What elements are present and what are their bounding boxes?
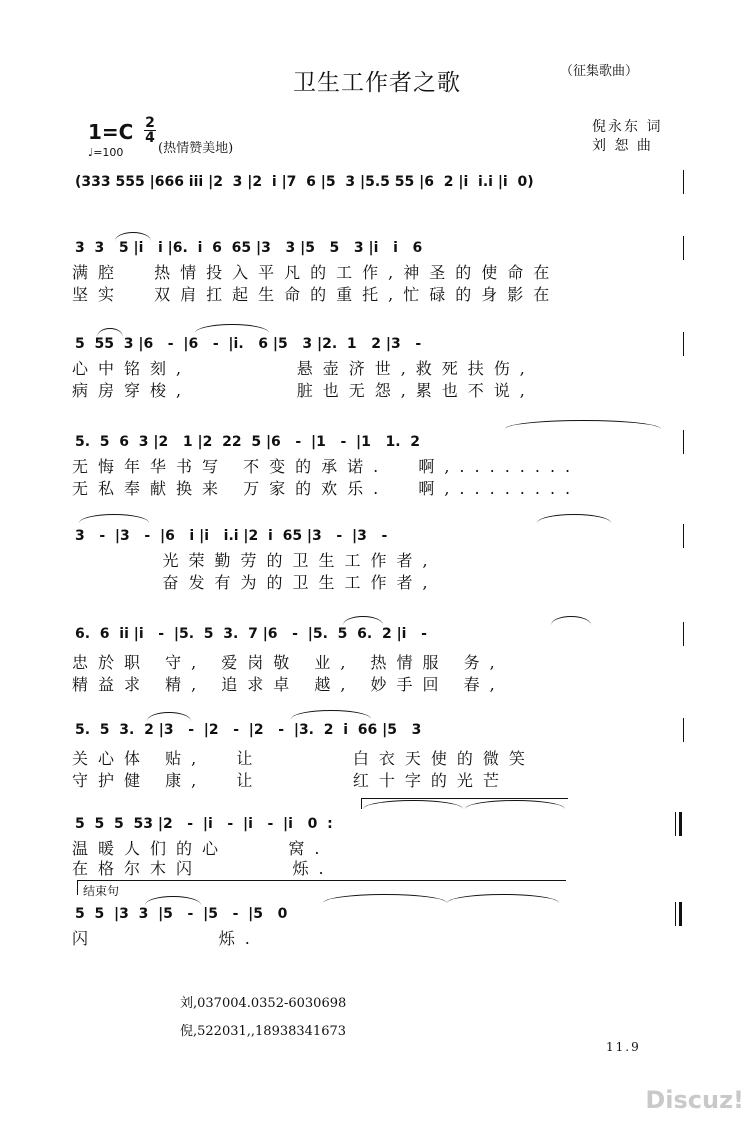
lyrics-row-3-verse-2: 无私奉献换来 万家的欢乐. 啊,........ [72, 479, 581, 498]
lyrics-row-2-verse-1: 心中铭刻, 悬壶济世,救死扶伤, [72, 359, 535, 378]
music-row-2 [75, 332, 685, 356]
lyricist: 倪永东 词 [592, 119, 663, 135]
music-row-0 [75, 170, 685, 194]
lyrics-row-3-verse-1: 无悔年华书写 不变的承诺. 啊,........ [72, 457, 581, 476]
contact-info-1: 刘,037004.0352-6030698 [180, 996, 347, 1011]
notation: 6. 6 ii |i - |5. 5 3. 7 |6 - |5. 5 6. 2 |i - [75, 626, 427, 642]
music-row-8 [75, 884, 685, 926]
notation: 5. 5 6 3 |2 1 |2 22 5 |6 - |1 - |1 1. 2 [75, 434, 421, 450]
notation: 5 5 5 53 |2 - |i - |i - |i 0 : [75, 816, 333, 832]
lyrics-row-6-verse-2: 守护健 康, 让 红十字的光芒 [72, 771, 509, 790]
watermark: Discuz! [645, 1086, 744, 1114]
notation: (333 555 |666 iii |2 3 |2 i |7 6 |5 3 |5.5 55 |6 2 |i i.i |i 0) [75, 174, 534, 190]
music-row-1 [75, 236, 685, 260]
song-title: 卫生工作者之歌 [293, 70, 461, 96]
meter-bottom: 4 [145, 130, 155, 146]
music-row-5 [75, 622, 685, 646]
composer: 刘 恕 曲 [592, 138, 653, 154]
notation: 5. 5 3. 2 |3 - |2 - |2 - |3. 2 i 66 |5 3 [75, 722, 422, 738]
music-row-4 [75, 524, 685, 548]
expression-mark: (热情赞美地) [158, 141, 234, 156]
lyrics-row-6-verse-1: 关心体 贴, 让 白衣天使的微笑 [72, 749, 535, 768]
notation: 3 - |3 - |6 i |i i.i |2 i 65 |3 - |3 - [75, 528, 388, 544]
lyrics-row-8-verse-1: 闪 烁. [72, 929, 260, 948]
key-signature: 1=C [88, 120, 134, 144]
notation: 5 55 3 |6 - |6 - |i. 6 |5 3 |2. 1 2 |3 - [75, 336, 422, 352]
lyrics-row-5-verse-1: 忠於职 守, 爱岗敬 业, 热情服 务, [72, 653, 505, 672]
song-note: （征集歌曲） [560, 64, 639, 79]
tempo-mark: ♩=100 [88, 146, 124, 159]
credits [592, 118, 662, 156]
lyrics-row-2-verse-2: 病房穿梭, 脏也无怨,累也不说, [72, 381, 535, 400]
lyrics-row-7-verse-1: 温暖人们的心 窝. [72, 839, 330, 858]
lyrics-row-1-verse-2: 坚实 双肩扛起生命的重托,忙碌的身影在 [72, 285, 560, 304]
lyrics-row-4-verse-1: 光荣勤劳的卫生工作者, [72, 551, 438, 570]
contact-info-2: 倪,522031,,18938341673 [180, 1024, 347, 1039]
lyrics-row-5-verse-2: 精益求 精, 追求卓 越, 妙手回 春, [72, 675, 505, 694]
notation: 5 5 |3 3 |5 - |5 - |5 0 [75, 906, 288, 922]
notation: 3 3 5 |i i |6. i 6 65 |3 3 |5 5 3 |i i 6 [75, 240, 423, 256]
date: 11.9 [606, 1040, 641, 1054]
lyrics-row-1-verse-1: 满腔 热情投入平凡的工作,神圣的使命在 [72, 263, 560, 282]
time-signature [144, 116, 156, 145]
music-row-6 [75, 718, 685, 742]
lyrics-row-4-verse-2: 奋发有为的卫生工作者, [72, 573, 438, 592]
ending-label: 结束句 [83, 884, 120, 898]
music-row-7 [75, 812, 685, 836]
meter-top: 2 [145, 115, 155, 131]
music-row-3 [75, 430, 685, 454]
lyrics-row-7-verse-2: 在格尔木闪 烁. [72, 859, 334, 878]
